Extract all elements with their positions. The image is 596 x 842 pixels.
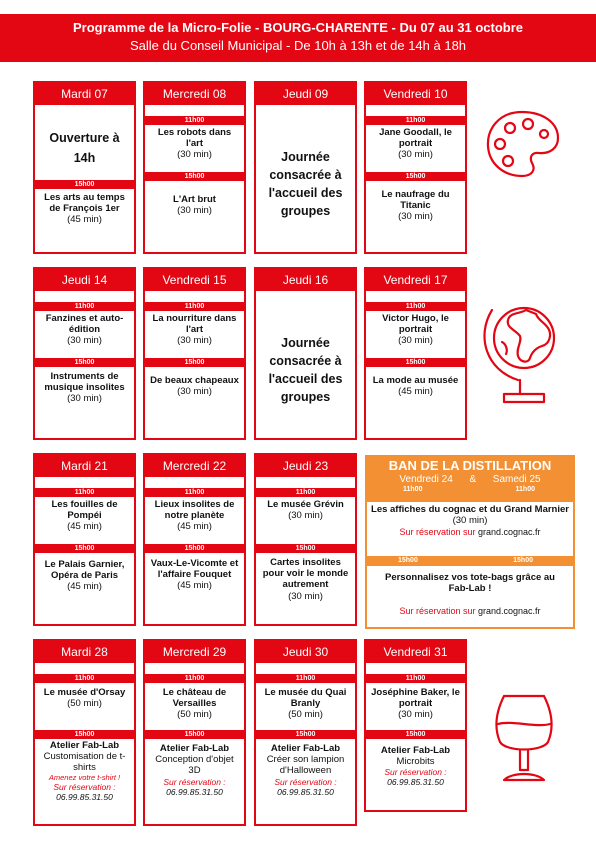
event-title: Atelier Fab-Lab [380,745,451,756]
time-bar: 11h00 [256,674,355,683]
event-duration: (30 min) [398,709,433,721]
event-duration: (30 min) [177,149,212,161]
day-card-ven10 [364,81,467,254]
event [366,181,465,225]
time-bar [367,556,573,566]
event [256,553,355,604]
event-duration: (30 min) [288,590,323,602]
time-bar: 15h00 [145,172,244,181]
day-card-mar07 [33,81,136,254]
day-header: Jeudi 14 [35,269,134,291]
event [367,566,573,617]
time-bar: 11h00 [145,116,244,125]
event [35,189,134,228]
reservation-label: Sur réservation sur [399,526,476,537]
event-duration: (30 min) [67,393,102,405]
day-header: Vendredi 15 [145,269,244,291]
event-duration: (30 min) [398,149,433,161]
event [145,683,244,730]
event-duration: (50 min) [67,698,102,710]
event-duration: (30 min) [177,386,212,398]
day-card-ven15 [143,267,246,440]
event-title: Atelier Fab-Lab [270,743,341,754]
distillation-card [365,455,575,629]
event [256,739,355,799]
groups-text: Journée consacrée à l'accueil des groupes [268,335,343,405]
day-card-ven17 [364,267,467,440]
day-header: Mercredi 22 [145,455,244,477]
event [145,497,244,544]
time-label: 15h00 [398,557,418,564]
phone-number[interactable]: 06.99.85.31.50 [56,792,113,803]
event-subtitle: Microbits [396,756,435,768]
time-bar: 15h00 [366,358,465,367]
event-note: Amenez votre t-shirt ! [48,772,121,782]
time-bar: 11h00 [35,302,134,311]
event-title: Le musée Grévin [267,499,344,510]
opening-text: Ouverture à 14h [49,131,120,165]
time-label: 11h00 [403,486,423,493]
palette-icon [484,108,562,180]
reservation-label: Sur réservation : [384,767,447,778]
event [145,311,244,358]
reservation-site[interactable]: grand.cognac.fr [478,605,541,616]
event [256,683,355,730]
event-title: La nourriture dans l'art [152,313,237,336]
event-duration: (30 min) [177,205,212,217]
event-title: Atelier Fab-Lab [159,743,230,754]
day-card-jeu16 [254,267,357,440]
event-duration: (30 min) [288,510,323,522]
reservation-label: Sur réservation : [53,782,116,793]
day-label: Samedi 25 [492,474,541,485]
time-bar: 11h00 [145,488,244,497]
event-title: Vaux-Le-Vicomte et l'affaire Fouquet [150,558,239,581]
time-bar: 15h00 [256,730,355,739]
event [145,181,244,218]
day-header: Mardi 21 [35,455,134,477]
amp-label: & [469,474,477,485]
time-bar: 11h00 [256,488,355,497]
time-bar: 15h00 [35,544,134,553]
event-title: Jane Goodall, le portrait [379,127,452,150]
event-duration: (30 min) [452,515,488,527]
day-card-mer29 [143,639,246,826]
day-card-ven31 [364,639,467,812]
event [366,739,465,789]
time-bar: 15h00 [35,730,134,739]
day-header: Vendredi 10 [366,83,465,105]
event [35,497,134,544]
day-card-mer08 [143,81,246,254]
event-subtitle: Conception d'objet 3D [155,754,234,777]
header-banner [0,14,596,62]
event [145,553,244,594]
time-bar: 15h00 [366,172,465,181]
event-title: Fanzines et auto-édition [45,313,124,336]
event-duration: (45 min) [67,214,102,226]
day-header: Jeudi 30 [256,641,355,663]
event [366,311,465,358]
distillation-header [367,457,573,502]
event-duration: (30 min) [398,211,433,223]
event-duration: (45 min) [177,580,212,592]
event [256,497,355,544]
event-title: Le Palais Garnier, Opéra de Paris [44,559,125,582]
event-duration: (45 min) [398,386,433,398]
day-header: Jeudi 09 [256,83,355,105]
time-label: 15h00 [513,557,533,564]
day-header: Vendredi 17 [366,269,465,291]
event [35,739,134,804]
event [35,553,134,595]
event [366,125,465,172]
phone-number[interactable]: 06.99.85.31.50 [387,777,444,788]
time-bar: 15h00 [35,180,134,189]
time-bar: 11h00 [145,674,244,683]
event [366,367,465,399]
event-title: La mode au musée [372,375,459,386]
day-card-jeu09 [254,81,357,254]
time-label: 11h00 [515,486,535,493]
event-title: De beaux chapeaux [150,375,239,386]
page-subtitle: Salle du Conseil Municipal - De 10h à 13h et de 14h à 18h [129,38,467,53]
time-bar: 11h00 [35,488,134,497]
day-card-mar21 [33,453,136,626]
day-header: Mardi 07 [35,83,134,105]
event-title: Cartes insolites pour voir le monde autrement [262,557,349,591]
time-bar: 15h00 [256,544,355,553]
time-bar: 11h00 [366,116,465,125]
day-header: Vendredi 31 [366,641,465,663]
day-card-jeu23 [254,453,357,626]
day-header: Mercredi 29 [145,641,244,663]
glass-icon [492,690,556,790]
event-title: Instruments de musique insolites [44,371,125,394]
day-card-mer22 [143,453,246,626]
page-title: Programme de la Micro-Folie - BOURG-CHARENTE - Du 07 au 31 octobre [72,20,524,35]
event-duration: (45 min) [177,521,212,533]
event-title: Les affiches du cognac et du Grand Marnier [371,504,569,515]
event-duration: (45 min) [67,521,102,533]
reservation-site[interactable]: grand.cognac.fr [478,526,541,537]
time-bar: 15h00 [145,544,244,553]
event-title: L'Art brut [173,194,216,205]
event-title: Les robots dans l'art [157,127,232,150]
time-bar: 11h00 [35,674,134,683]
day-header: Jeudi 16 [256,269,355,291]
time-bar: 15h00 [145,730,244,739]
reservation-label: Sur réservation : [163,776,226,787]
event [145,739,244,799]
time-bar: 15h00 [145,358,244,367]
event [35,311,134,358]
time-bar: 11h00 [366,674,465,683]
phone-number[interactable]: 06.99.85.31.50 [277,786,334,797]
reservation-label: Sur réservation sur [399,605,476,616]
day-header: Mardi 28 [35,641,134,663]
event-duration: (50 min) [177,709,212,721]
event-duration: (45 min) [67,581,102,593]
day-header: Mercredi 08 [145,83,244,105]
event [35,367,134,407]
event-duration: (30 min) [398,335,433,347]
time-bar: 15h00 [35,358,134,367]
phone-number[interactable]: 06.99.85.31.50 [166,786,223,797]
event [35,683,134,730]
event [145,367,244,399]
day-label: Vendredi 24 [399,474,453,485]
groups-text: Journée consacrée à l'accueil des groupes [268,149,343,219]
event-duration: (50 min) [288,709,323,721]
event-duration: (30 min) [177,335,212,347]
globe-icon [480,290,562,408]
event-subtitle: Créer son lampion d'Halloween [266,754,345,777]
time-bar: 11h00 [145,302,244,311]
day-card-jeu14 [33,267,136,440]
day-header: Jeudi 23 [256,455,355,477]
event-title: Personnalisez vos tote-bags grâce au Fab-Lab ! [384,572,555,595]
event-title: Lieux insolites de notre planète [154,499,235,522]
event-title: Victor Hugo, le portrait [382,313,449,336]
event [366,683,465,730]
event-title: Joséphine Baker, le portrait [371,687,460,710]
event-title: Le naufrage du Titanic [381,189,450,212]
event [145,125,244,172]
time-bar: 15h00 [366,730,465,739]
time-bar: 11h00 [366,302,465,311]
event-title: Le château de Versailles [162,687,227,710]
event-subtitle: Customisation de t-shirts [43,751,126,774]
event-title: Les arts au temps de François 1er [44,192,125,215]
reservation-label: Sur réservation : [274,776,337,787]
event-duration: (30 min) [67,335,102,347]
day-card-mar28 [33,639,136,826]
distillation-title: BAN DE LA DISTILLATION [388,458,552,473]
event-title: Atelier Fab-Lab [49,740,120,751]
event-title: Le musée d'Orsay [43,687,126,698]
event-title: Les fouilles de Pompéi [51,499,118,522]
event-title: Le musée du Quai Branly [264,687,347,710]
event [367,502,573,556]
day-card-jeu30 [254,639,357,826]
